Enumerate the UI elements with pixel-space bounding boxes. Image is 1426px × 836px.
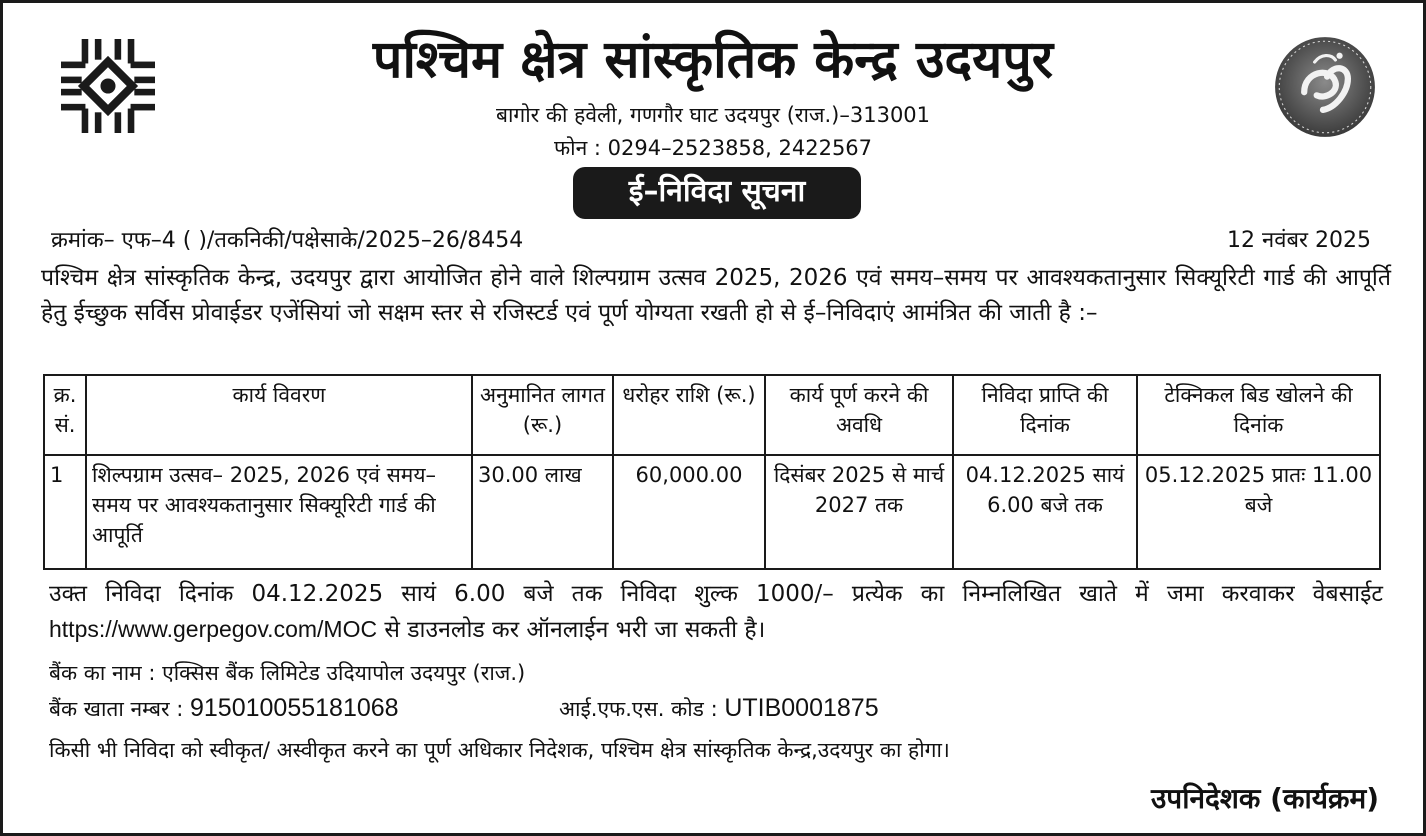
organization-phone: फोन : 0294–2523858, 2422567 — [553, 136, 873, 160]
bank-name: बैंक का नाम : एक्सिस बैंक लिमिटेड उदियापोल उदयपुर (राज.) — [49, 661, 526, 685]
organization-title: पश्चिम क्षेत्र सांस्कृतिक केन्द्र उदयपुर — [372, 30, 1054, 90]
header-receipt-date: निविदा प्राप्ति की दिनांक — [953, 375, 1137, 455]
cell-duration: दिसंबर 2025 से मार्च 2027 तक — [765, 455, 953, 569]
notice-title-badge: ई–निविदा सूचना — [573, 167, 861, 219]
wzcc-lattice-emblem-icon — [61, 39, 155, 133]
tender-table — [43, 374, 1381, 570]
cell-estimated-cost: 30.00 लाख — [472, 455, 613, 569]
rights-statement: किसी भी निविदा को स्वीकृत/ अस्वीकृत करने का पूर्ण अधिकार निदेशक, पश्चिम क्षेत्र सांस्कृतिक केन्द्र,उदयपुर का होगा। — [49, 738, 950, 762]
fee-paragraph — [49, 577, 1383, 648]
cell-opening-date: 05.12.2025 प्रातः 11.00 बजे — [1137, 455, 1380, 569]
organization-address: बागोर की हवेली, गणगौर घाट उदयपुर (राज.)–313001 — [495, 103, 931, 127]
header-estimated-cost: अनुमानित लागत (रू.) — [472, 375, 613, 455]
cell-serial: 1 — [44, 455, 86, 569]
fee-text: उक्त निविदा दिनांक 04.12.2025 सायं 6.00 बजे तक निविदा शुल्क 1000/– प्रत्येक का निम्नलिखित खाते में जमा करवाकर वेबसाईट — [49, 581, 1383, 607]
sanskriti-seal-icon — [1273, 35, 1377, 139]
cell-work-description: शिल्पग्राम उत्सव– 2025, 2026 एवं समय–समय पर आवश्यकतानुसार सिक्यूरिटी गार्ड की आपूर्ति — [86, 455, 472, 569]
header-work-description: कार्य विवरण — [86, 375, 472, 455]
signatory: उपनिदेशक (कार्यक्रम) — [1150, 782, 1379, 815]
header-duration: कार्य पूर्ण करने की अवधि — [765, 375, 953, 455]
ifsc — [559, 693, 879, 724]
notice-date: 12 नवंबर 2025 — [1227, 228, 1371, 253]
bank-account-label: बैंक खाता नम्बर : — [49, 697, 184, 721]
cell-receipt-date: 04.12.2025 सायं 6.00 बजे तक — [953, 455, 1137, 569]
fee-text-end: से डाउनलोड कर ऑनलाईन भरी जा सकती है। — [384, 617, 766, 643]
header-opening-date: टेक्निकल बिड खोलने की दिनांक — [1137, 375, 1380, 455]
cell-deposit: 60,000.00 — [613, 455, 765, 569]
header-deposit: धरोहर राशि (रू.) — [613, 375, 765, 455]
table-header-row — [44, 375, 1380, 455]
intro-paragraph: पश्चिम क्षेत्र सांस्कृतिक केन्द्र, उदयपुर द्वारा आयोजित होने वाले शिल्पग्राम उत्सव 2025, 2026 एवं समय–समय पर आवश्यकतानुसार सिक्यूरिटी गार्ड की आपूर्ति हेतु ईच्छुक सर्विस प्रोवाईडर एजेंसियां जो सक्षम स्तर से रजिस्टर्ड एवं पूर्ण योग्यता रखती हो से ई–निविदाएं आमंत्रित की जाती है :– — [41, 265, 1391, 326]
table-row — [44, 455, 1380, 569]
ifsc-code: UTIB0001875 — [724, 694, 879, 722]
header-serial: क्र. सं. — [44, 375, 86, 455]
ifsc-label: आई.एफ.एस. कोड : — [559, 697, 718, 721]
bank-account — [49, 693, 399, 724]
reference-number: क्रमांक– एफ–4 ( )/तकनिकी/पक्षेसाके/2025–26/8454 — [51, 228, 524, 253]
website-link[interactable]: https://www.gerpegov.com/MOC — [49, 616, 378, 642]
bank-account-number: 915010055181068 — [190, 694, 399, 722]
